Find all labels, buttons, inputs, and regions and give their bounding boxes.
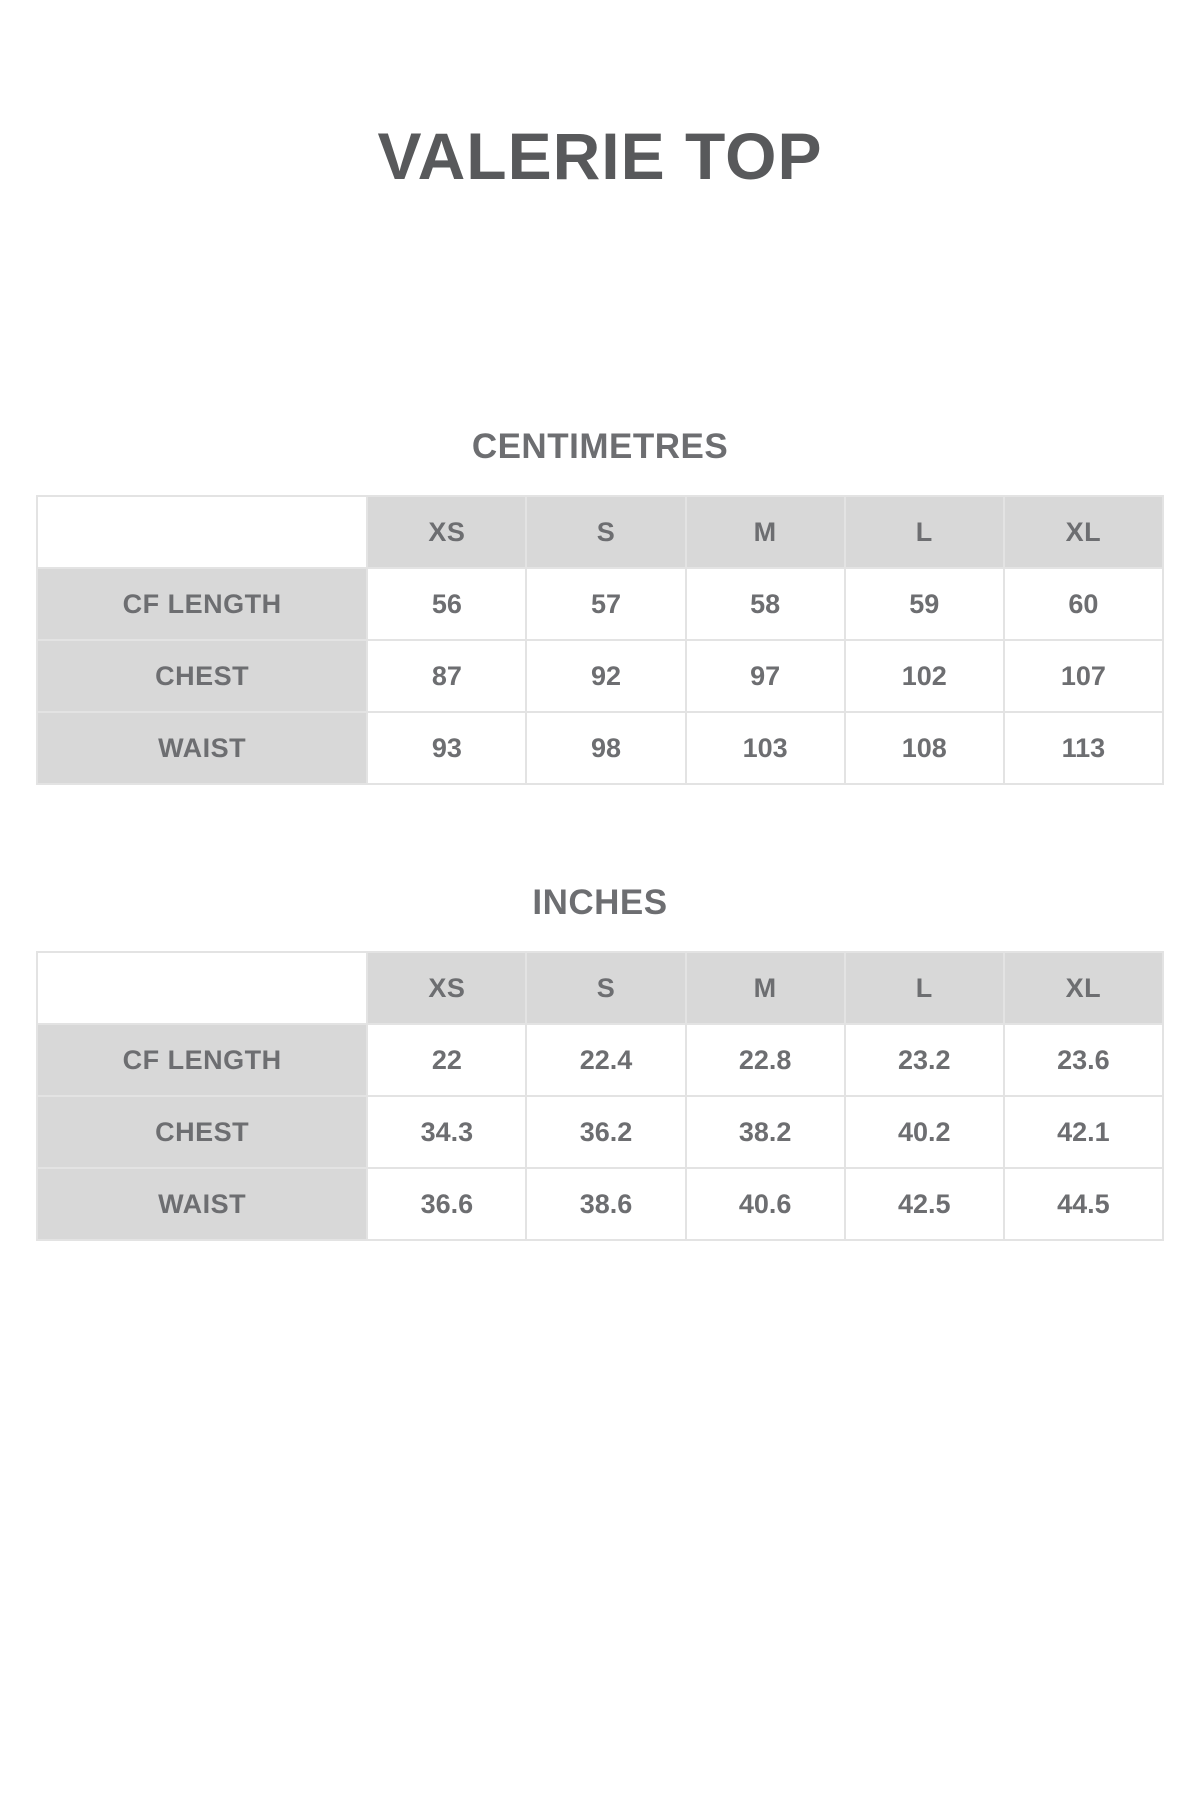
cell-chest-s: 92 xyxy=(526,640,685,712)
cell-waist-l: 42.5 xyxy=(845,1168,1004,1240)
cell-cf-length-m: 58 xyxy=(686,568,845,640)
cell-cf-length-m: 22.8 xyxy=(686,1024,845,1096)
cell-cf-length-xs: 22 xyxy=(367,1024,526,1096)
cell-waist-l: 108 xyxy=(845,712,1004,784)
row-label-waist: WAIST xyxy=(37,712,367,784)
section-heading-centimetres: CENTIMETRES xyxy=(471,427,729,467)
cell-waist-s: 38.6 xyxy=(526,1168,685,1240)
cell-cf-length-xl: 60 xyxy=(1004,568,1163,640)
size-table-centimetres xyxy=(36,495,1164,785)
cell-cf-length-l: 23.2 xyxy=(845,1024,1004,1096)
cell-chest-xs: 34.3 xyxy=(367,1096,526,1168)
table-header-row xyxy=(37,496,1163,568)
table-corner-cell xyxy=(37,496,367,568)
cell-chest-xs: 87 xyxy=(367,640,526,712)
row-label-chest: CHEST xyxy=(37,640,367,712)
cell-chest-m: 38.2 xyxy=(686,1096,845,1168)
cell-cf-length-s: 57 xyxy=(526,568,685,640)
column-header-m: M xyxy=(686,496,845,568)
cell-waist-s: 98 xyxy=(526,712,685,784)
cell-waist-m: 40.6 xyxy=(686,1168,845,1240)
cell-chest-xl: 107 xyxy=(1004,640,1163,712)
table-row xyxy=(37,640,1163,712)
cell-chest-s: 36.2 xyxy=(526,1096,685,1168)
page-title: VALERIE TOP xyxy=(377,119,823,193)
cell-waist-m: 103 xyxy=(686,712,845,784)
cell-chest-l: 40.2 xyxy=(845,1096,1004,1168)
row-label-cf-length: CF LENGTH xyxy=(37,1024,367,1096)
cell-chest-l: 102 xyxy=(845,640,1004,712)
table-row xyxy=(37,1024,1163,1096)
table-row xyxy=(37,568,1163,640)
size-table-section-centimetres xyxy=(36,191,1164,785)
row-label-chest: CHEST xyxy=(37,1096,367,1168)
column-header-s: S xyxy=(526,952,685,1024)
cell-cf-length-l: 59 xyxy=(845,568,1004,640)
column-header-s: S xyxy=(526,496,685,568)
cell-waist-xs: 93 xyxy=(367,712,526,784)
cell-cf-length-xs: 56 xyxy=(367,568,526,640)
row-label-waist: WAIST xyxy=(37,1168,367,1240)
size-table-inches xyxy=(36,951,1164,1241)
section-heading-inches: INCHES xyxy=(532,883,668,923)
column-header-xl: XL xyxy=(1004,952,1163,1024)
column-header-xs: XS xyxy=(367,952,526,1024)
cell-chest-xl: 42.1 xyxy=(1004,1096,1163,1168)
table-header-row xyxy=(37,952,1163,1024)
column-header-l: L xyxy=(845,952,1004,1024)
cell-waist-xl: 113 xyxy=(1004,712,1163,784)
table-row xyxy=(37,1096,1163,1168)
column-header-l: L xyxy=(845,496,1004,568)
table-row xyxy=(37,1168,1163,1240)
cell-waist-xs: 36.6 xyxy=(367,1168,526,1240)
size-table-section-inches xyxy=(36,785,1164,1241)
table-corner-cell xyxy=(37,952,367,1024)
table-row xyxy=(37,712,1163,784)
cell-cf-length-s: 22.4 xyxy=(526,1024,685,1096)
column-header-xl: XL xyxy=(1004,496,1163,568)
cell-cf-length-xl: 23.6 xyxy=(1004,1024,1163,1096)
column-header-xs: XS xyxy=(367,496,526,568)
column-header-m: M xyxy=(686,952,845,1024)
cell-chest-m: 97 xyxy=(686,640,845,712)
row-label-cf-length: CF LENGTH xyxy=(37,568,367,640)
cell-waist-xl: 44.5 xyxy=(1004,1168,1163,1240)
